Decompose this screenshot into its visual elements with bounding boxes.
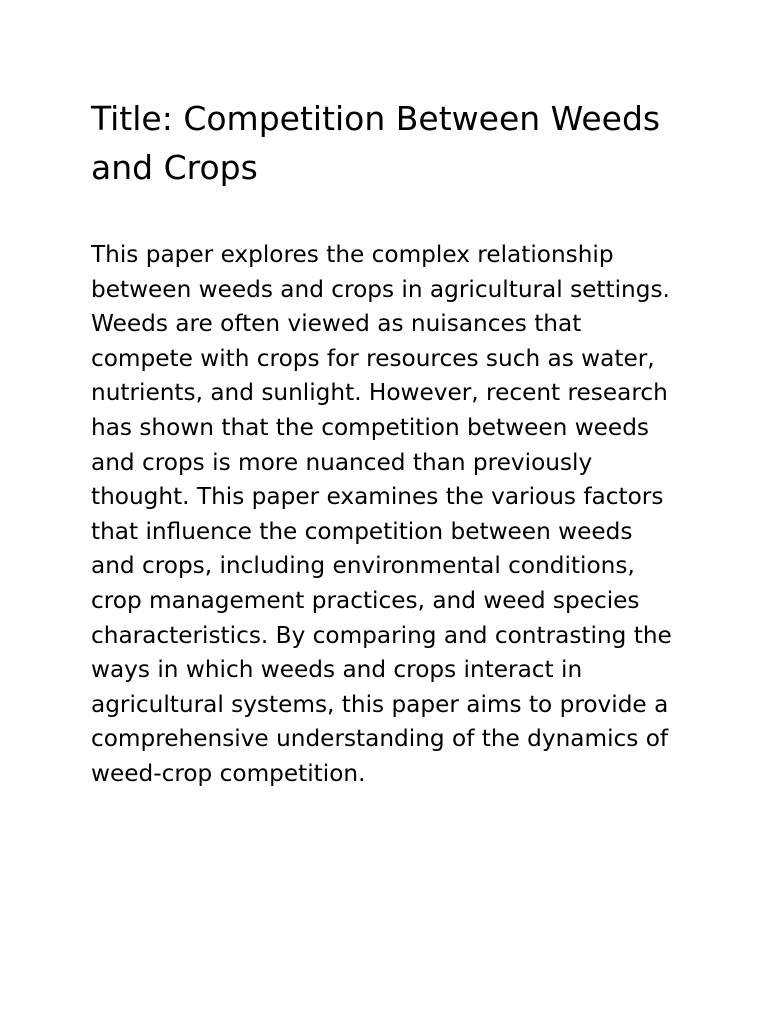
document-abstract: This paper explores the complex relationship between weeds and crops in agricultural settings. Weeds are often viewed as nuisances that compete with crops for resources such as water, nutrients, and sunlight. However, recent research has shown that the competition between weeds and crops is more nuanced than previously thought. This paper examines the various factors that influence the competition between weeds and crops, including environmental conditions, crop management practices, and weed species characteristics. By comparing and contrasting the ways in which weeds and crops interact in agricultural systems, this paper aims to provide a comprehensive understanding of the dynamics of weed-crop competition. <box>91 241 672 787</box>
document-title: Title: Competition Between Weeds and Crops <box>91 99 661 187</box>
document-page <box>91 94 681 792</box>
